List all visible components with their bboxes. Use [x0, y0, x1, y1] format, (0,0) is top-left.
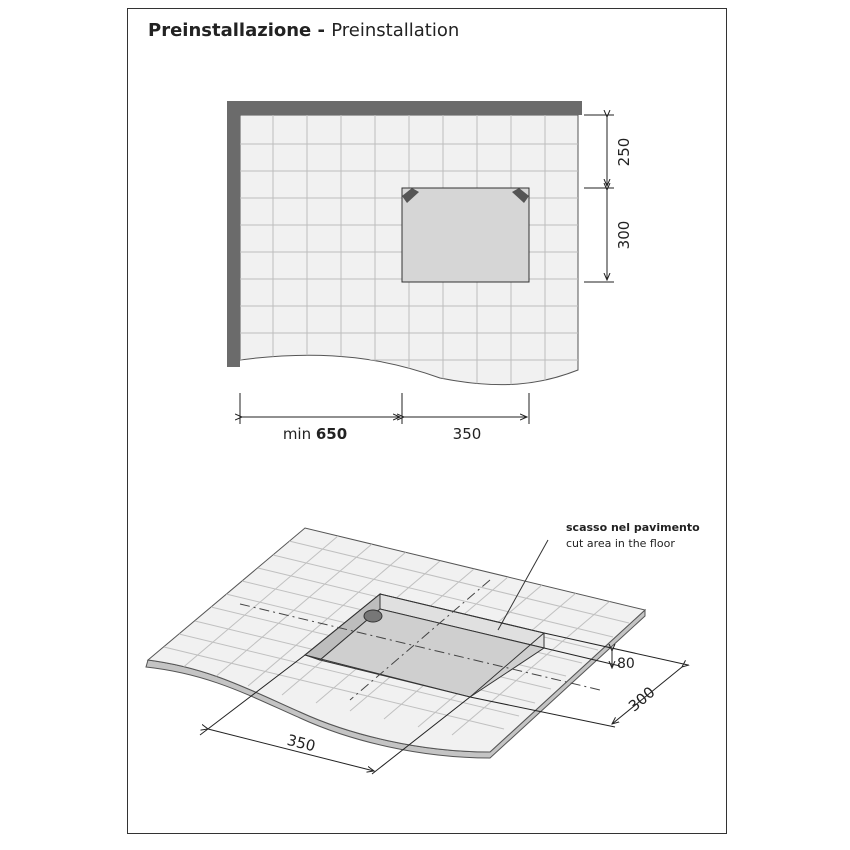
dim-350-iso-label: 350	[285, 730, 318, 756]
callout-english: cut area in the floor	[566, 537, 675, 550]
iso-view	[146, 521, 700, 774]
dim-650-value: 650	[315, 425, 348, 443]
drain-hole-icon	[364, 610, 382, 622]
title-separator: -	[311, 20, 332, 41]
vertical-dimensions	[584, 115, 614, 282]
dim-min-prefix: min	[282, 425, 316, 443]
dim-250-label: 250	[615, 137, 633, 167]
floor-cutout	[402, 188, 529, 282]
dim-300-label: 300	[615, 220, 633, 250]
dim-350-label: 350	[452, 425, 482, 443]
dim-300-iso-label: 300	[625, 683, 659, 716]
dim-80-label: 80	[617, 656, 635, 672]
callout-italian: scasso nel pavimento	[566, 521, 700, 534]
horizontal-dimensions	[240, 393, 529, 424]
title-italian: Preinstallazione	[148, 20, 312, 41]
wall-left	[227, 101, 240, 367]
dim-min650-label	[283, 425, 347, 443]
top-view	[227, 101, 633, 443]
wall-top	[227, 101, 582, 115]
title-english: Preinstallation	[331, 20, 460, 41]
